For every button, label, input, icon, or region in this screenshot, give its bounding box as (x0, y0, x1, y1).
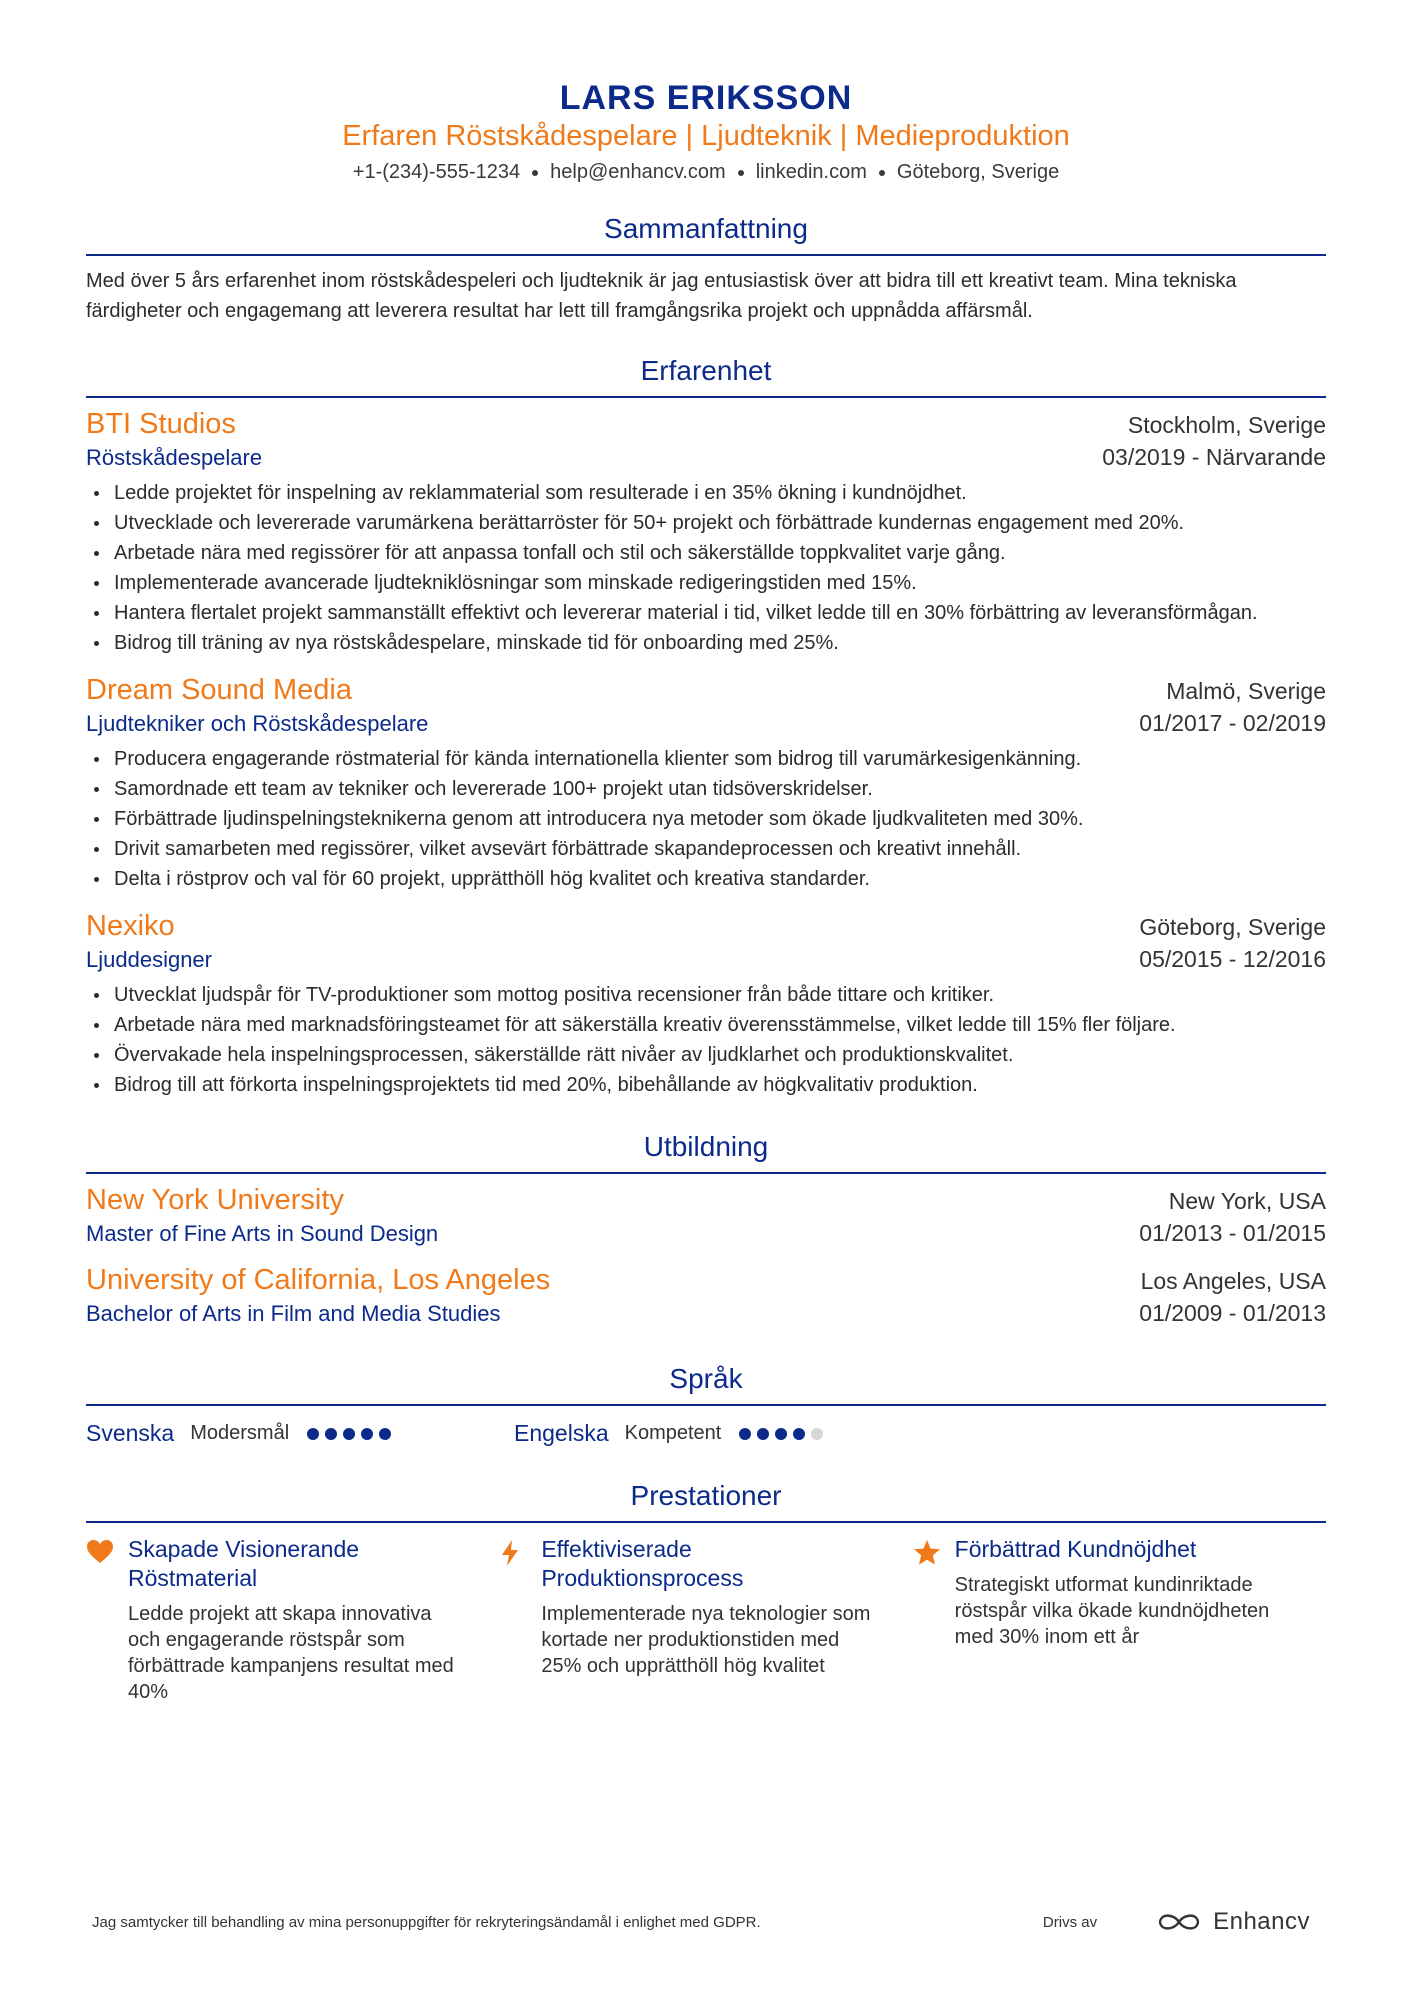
location-text: Göteborg, Sverige (896, 161, 1060, 183)
language-item (514, 1420, 942, 1447)
rating-dot (325, 1428, 337, 1440)
language-level: Kompetent (624, 1422, 722, 1444)
language-list (86, 1420, 1326, 1447)
bullet-item: Samordnade ett team av tekniker och levererade 100+ projekt utan tidsöverskridelser. (114, 774, 1326, 804)
school-name: New York University (86, 1184, 344, 1216)
achievement-title: Förbättrad Kundnöjdhet (954, 1536, 1197, 1562)
rating-dot (793, 1428, 805, 1440)
bullet-item: Arbetade nära med marknadsföringsteamet för att säkerställa kreativ överensstämmelse, vilket ledde till 15% fler följare. (114, 1010, 1326, 1040)
bullet-item: Hantera flertalet projekt sammanställt effektivt och levererar material i tid, vilket ledde till en 30% förbättring av leveransförmågan. (114, 598, 1326, 628)
rating-dot (739, 1428, 751, 1440)
rating-dot (811, 1428, 823, 1440)
language-level: Modersmål (190, 1422, 290, 1444)
achievements-section (86, 1479, 1326, 1705)
education-entry (86, 1182, 1326, 1250)
degree-name: Master of Fine Arts in Sound Design (86, 1221, 439, 1246)
company-name: BTI Studios (86, 408, 236, 440)
achievement-text: Strategiskt utformat kundinriktade röstspår vilka ökade kundnöjdheten med 30% inom ett år (954, 1574, 1270, 1648)
bullet-item: Producera engagerande röstmaterial för kända internationella klienter som bidrog till varumärkesigenkänning. (114, 744, 1326, 774)
job-location: Malmö, Sverige (1166, 678, 1326, 704)
bullet-item: Arbetade nära med regissörer för att anpassa tonfall och stil och säkerställde toppkvalitet varje gång. (114, 538, 1326, 568)
job-role-row (86, 708, 1326, 740)
bolt-icon (499, 1535, 541, 1705)
education-degree-row (86, 1218, 1326, 1250)
rating-dot (757, 1428, 769, 1440)
language-name: Svenska (86, 1420, 175, 1446)
contact-line (86, 158, 1326, 186)
job-role: Ljuddesigner (86, 947, 212, 972)
candidate-name: LARS ERIKSSON (559, 79, 853, 117)
brand-logo[interactable] (1155, 1908, 1310, 1936)
bullet-item: Bidrog till träning av nya röstskådespelare, minskade tid för onboarding med 25%. (114, 628, 1326, 658)
achievement-item (499, 1535, 912, 1705)
gdpr-consent-text: Jag samtycker till behandling av mina personuppgifter för rekryteringsändamål i enlighet med GDPR. (92, 1913, 761, 1931)
achievement-body (541, 1535, 881, 1705)
job-entry (86, 406, 1326, 658)
section-title-summary: Sammanfattning (86, 212, 1326, 256)
rating-dot (379, 1428, 391, 1440)
company-name: Nexiko (86, 910, 175, 942)
section-title-languages: Språk (86, 1362, 1326, 1406)
bullet-item: Förbättrade ljudinspelningsteknikerna genom att introducera nya metoder som ökade ljudkvaliteten med 30%. (114, 804, 1326, 834)
education-header-row (86, 1182, 1326, 1218)
language-name: Engelska (514, 1420, 609, 1446)
education-degree-row (86, 1298, 1326, 1330)
school-location: New York, USA (1168, 1188, 1326, 1214)
job-bullets (86, 980, 1326, 1100)
achievement-title: Skapade Visionerande Röstmaterial (128, 1536, 360, 1591)
phone-text: +1-(234)-555-1234 (352, 161, 521, 183)
bullet-item: Drivit samarbeten med regissörer, vilket avsevärt förbättrade skapandeprocessen och kreativt innehåll. (114, 834, 1326, 864)
job-entry (86, 672, 1326, 894)
email-link[interactable]: help@enhancv.com (550, 161, 726, 183)
separator-dot (532, 170, 538, 176)
job-header-row (86, 406, 1326, 442)
achievement-title: Effektiviserade Produktionsprocess (541, 1536, 744, 1591)
candidate-tagline: Erfaren Röstskådespelare | Ljudteknik | Medieproduktion (342, 120, 1070, 152)
bullet-item: Ledde projektet för inspelning av reklammaterial som resulterade i en 35% ökning i kundnöjdhet. (114, 478, 1326, 508)
bullet-item: Bidrog till att förkorta inspelningsprojektets tid med 20%, bibehållande av högkvalitativ produktion. (114, 1070, 1326, 1100)
linkedin-link[interactable]: linkedin.com (755, 161, 867, 183)
education-entry (86, 1262, 1326, 1330)
footer (92, 1908, 1318, 1936)
job-dates: 03/2019 - Närvarande (1102, 444, 1326, 470)
job-dates: 01/2017 - 02/2019 (1139, 710, 1326, 736)
infinity-logo-icon (1155, 1909, 1203, 1935)
job-header-row (86, 672, 1326, 708)
rating-dot (343, 1428, 355, 1440)
heart-icon (86, 1535, 128, 1705)
achievement-body (128, 1535, 468, 1705)
job-role: Röstskådespelare (86, 445, 263, 470)
degree-name: Bachelor of Arts in Film and Media Studies (86, 1301, 501, 1326)
job-role-row (86, 442, 1326, 474)
school-location: Los Angeles, USA (1140, 1268, 1326, 1294)
language-item (86, 1420, 514, 1447)
job-entry (86, 908, 1326, 1100)
achievement-list (86, 1535, 1326, 1705)
bullet-item: Utvecklade och levererade varumärkena berättarröster för 50+ projekt och förbättrade kundernas engagement med 20%. (114, 508, 1326, 538)
powered-by-text: Drivs av (1042, 1913, 1098, 1931)
achievement-text: Implementerade nya teknologier som kortade ner produktionstiden med 25% och upprätthöll hög kvalitet (541, 1603, 871, 1677)
achievement-item (86, 1535, 499, 1705)
experience-section (86, 354, 1326, 1100)
job-role: Ljudtekniker och Röstskådespelare (86, 711, 429, 736)
summary-text: Med över 5 års erfarenhet inom röstskådespeleri och ljudteknik är jag entusiastisk över att bidra till ett kreativt team. Mina tekniska färdigheter och engagemang att leverera resultat har lett till framgångsrika projekt och uppnådda affärsmål. (86, 270, 1237, 322)
job-dates: 05/2015 - 12/2016 (1139, 946, 1326, 972)
job-bullets (86, 478, 1326, 658)
languages-section (86, 1362, 1326, 1447)
education-dates: 01/2013 - 01/2015 (1139, 1220, 1326, 1246)
education-section (86, 1130, 1326, 1330)
job-role-row (86, 944, 1326, 976)
section-title-achievements: Prestationer (86, 1479, 1326, 1523)
summary-section (86, 212, 1326, 326)
job-header-row (86, 908, 1326, 944)
education-header-row (86, 1262, 1326, 1298)
rating-dot (307, 1428, 319, 1440)
education-dates: 01/2009 - 01/2013 (1139, 1300, 1326, 1326)
rating-dot (361, 1428, 373, 1440)
company-name: Dream Sound Media (86, 674, 352, 706)
job-list (86, 406, 1326, 1100)
language-rating (307, 1428, 391, 1440)
star-icon (913, 1535, 955, 1705)
job-bullets (86, 744, 1326, 894)
separator-dot (738, 170, 744, 176)
achievement-item (913, 1535, 1326, 1705)
rating-dot (775, 1428, 787, 1440)
job-location: Göteborg, Sverige (1139, 914, 1326, 940)
job-location: Stockholm, Sverige (1127, 412, 1326, 438)
resume-content (86, 0, 1326, 1705)
section-title-experience: Erfarenhet (86, 354, 1326, 398)
achievement-body (955, 1535, 1295, 1705)
school-name: University of California, Los Angeles (86, 1264, 551, 1296)
separator-dot (879, 170, 885, 176)
brand-name: Enhancv (1213, 1908, 1310, 1935)
language-rating (739, 1428, 823, 1440)
achievement-text: Ledde projekt att skapa innovativa och engagerande röstspår som förbättrade kampanjens resultat med 40% (128, 1603, 454, 1703)
bullet-item: Övervakade hela inspelningsprocessen, säkerställde rätt nivåer av ljudklarhet och produktionskvalitet. (114, 1040, 1326, 1070)
bullet-item: Utvecklat ljudspår för TV-produktioner som mottog positiva recensioner från både tittare och kritiker. (114, 980, 1326, 1010)
bullet-item: Implementerade avancerade ljudtekniklösningar som minskade redigeringstiden med 15%. (114, 568, 1326, 598)
education-list (86, 1182, 1326, 1330)
bullet-item: Delta i röstprov och val för 60 projekt, upprätthöll hög kvalitet och kreativa standarder. (114, 864, 1326, 894)
section-title-education: Utbildning (86, 1130, 1326, 1174)
